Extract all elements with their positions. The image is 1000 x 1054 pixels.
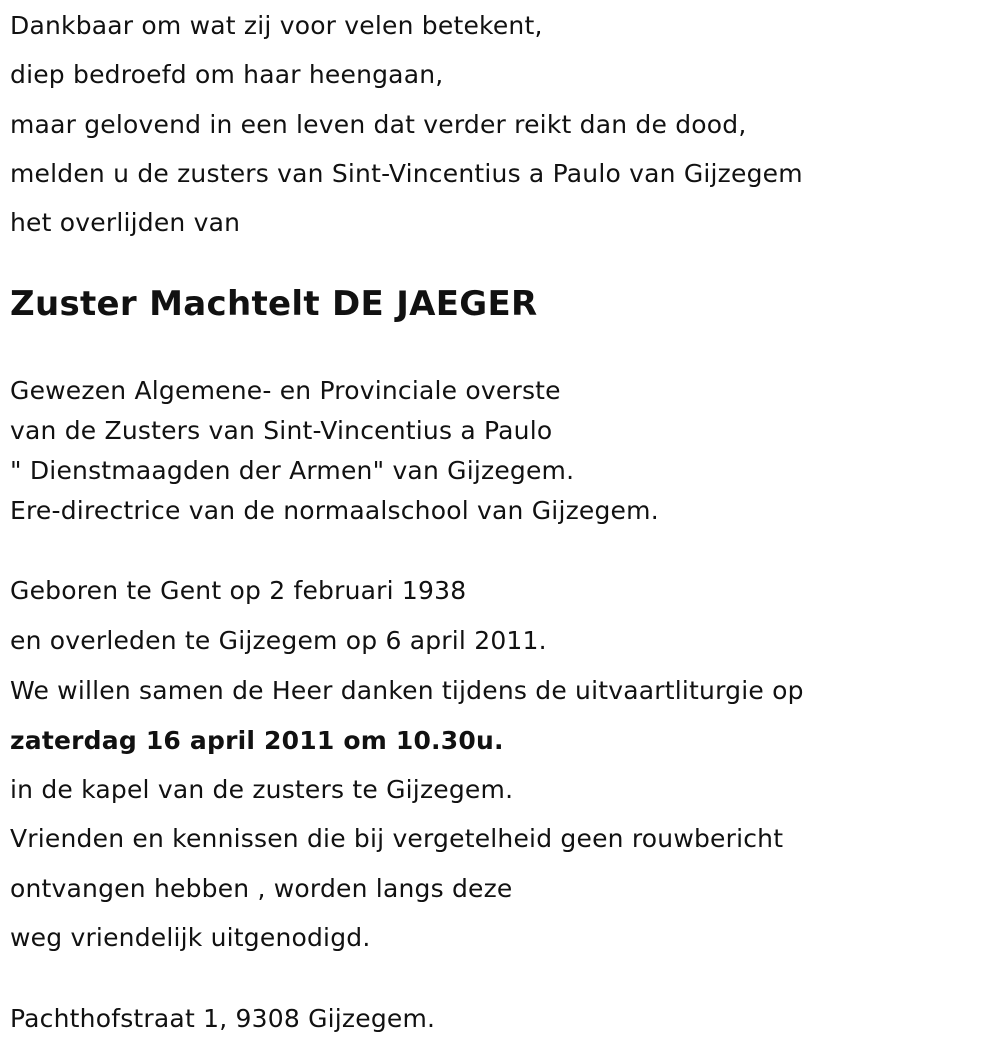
- address-line: Pachthofstraat 1, 9308 Gijzegem.: [10, 1004, 436, 1033]
- title-line-2: van de Zusters van Sint-Vincentius a Paulo: [10, 416, 553, 445]
- thanks-line: We willen samen de Heer danken tijdens de uitvaartliturgie op: [10, 676, 804, 705]
- intro-line-2: diep bedroefd om haar heengaan,: [10, 60, 444, 89]
- invitation-line-1: Vrienden en kennissen die bij vergetelheid geen rouwbericht: [10, 824, 784, 853]
- service-location: in de kapel van de zusters te Gijzegem.: [10, 775, 514, 804]
- service-datetime: zaterdag 16 april 2011 om 10.30u.: [10, 726, 504, 755]
- intro-line-4: melden u de zusters van Sint-Vincentius a Paulo van Gijzegem: [10, 159, 803, 188]
- intro-line-1: Dankbaar om wat zij voor velen betekent,: [10, 11, 543, 40]
- intro-line-3: maar gelovend in een leven dat verder reikt dan de dood,: [10, 110, 747, 139]
- death-line: en overleden te Gijzegem op 6 april 2011.: [10, 626, 547, 655]
- invitation-line-3: weg vriendelijk uitgenodigd.: [10, 923, 371, 952]
- birth-line: Geboren te Gent op 2 februari 1938: [10, 576, 467, 605]
- title-line-4: Ere-directrice van de normaalschool van Gijzegem.: [10, 496, 659, 525]
- intro-line-5: het overlijden van: [10, 208, 241, 237]
- title-line-1: Gewezen Algemene- en Provinciale overste: [10, 376, 561, 405]
- title-line-3: " Dienstmaagden der Armen" van Gijzegem.: [10, 456, 575, 485]
- deceased-name: Zuster Machtelt DE JAEGER: [10, 284, 538, 324]
- invitation-line-2: ontvangen hebben , worden langs deze: [10, 874, 513, 903]
